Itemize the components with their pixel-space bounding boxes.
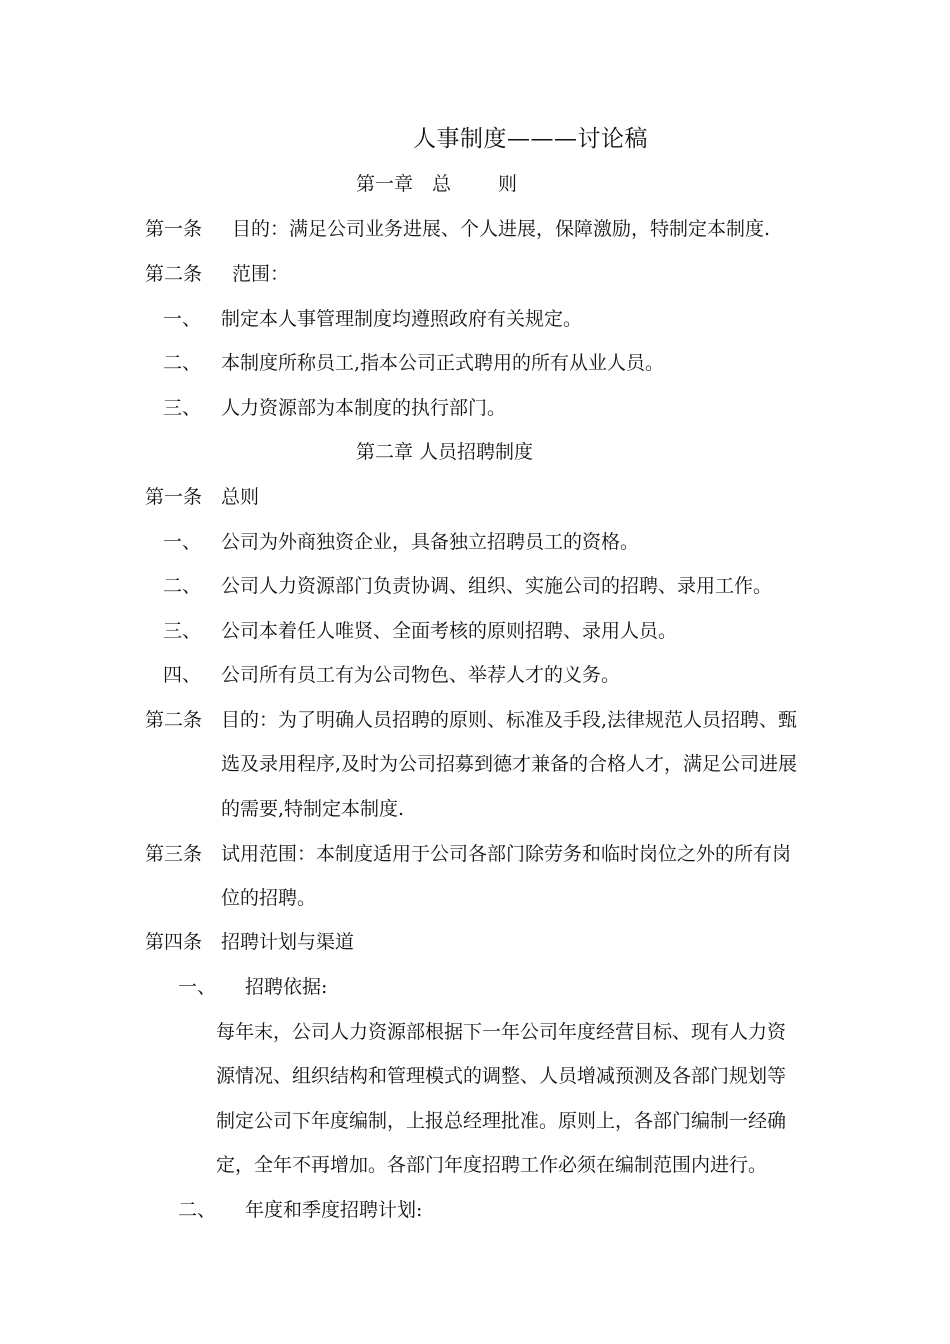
ch1-article-2-label: 第二条 bbox=[145, 263, 203, 285]
ch1-item-2-number: 二、 bbox=[163, 352, 202, 374]
ch2-article-4-label: 第四条 bbox=[145, 931, 203, 953]
ch2-item-1-number: 一、 bbox=[163, 531, 202, 553]
ch2-article-3-line-2: 位的招聘。 bbox=[221, 887, 317, 909]
ch2-item-2-text: 公司人力资源部门负责协调、组织、实施公司的招聘、录用工作。 bbox=[221, 575, 773, 597]
ch2-article-3-line-1: 试用范围：本制度适用于公司各部门除劳务和临时岗位之外的所有岗 bbox=[221, 843, 792, 865]
chapter-2-heading: 第二章 人员招聘制度 bbox=[356, 441, 534, 463]
ch1-item-3-text: 人力资源部为本制度的执行部门。 bbox=[221, 397, 507, 419]
ch2-art4-sub-2-title: 年度和季度招聘计划: bbox=[245, 1199, 423, 1221]
ch2-article-1-text: 总则 bbox=[221, 486, 260, 508]
ch1-item-1-number: 一、 bbox=[163, 308, 202, 330]
ch2-article-1-label: 第一条 bbox=[145, 486, 203, 508]
chapter-1-heading-word-1: 总 bbox=[432, 173, 452, 195]
ch2-article-3-label: 第三条 bbox=[145, 843, 203, 865]
ch1-item-3-number: 三、 bbox=[163, 397, 202, 419]
ch2-item-3-number: 三、 bbox=[163, 620, 202, 642]
ch2-item-1-text: 公司为外商独资企业，具备独立招聘员工的资格。 bbox=[221, 531, 640, 553]
ch1-item-2-text: 本制度所称员工,指本公司正式聘用的所有从业人员。 bbox=[221, 352, 665, 374]
ch1-article-2-text: 范围： bbox=[232, 263, 290, 285]
ch2-art4-sub-1-line-2: 源情况、组织结构和管理模式的调整、人员增减预测及各部门规划等 bbox=[216, 1065, 787, 1087]
ch2-article-2-line-3: 的需要,特制定本制度. bbox=[221, 798, 405, 820]
ch2-art4-sub-1-line-3: 制定公司下年度编制，上报总经理批准。原则上，各部门编制一经确 bbox=[216, 1110, 787, 1132]
ch2-art4-sub-2-number: 二、 bbox=[178, 1199, 217, 1221]
ch2-item-3-text: 公司本着任人唯贤、全面考核的原则招聘、录用人员。 bbox=[221, 620, 678, 642]
ch2-art4-sub-1-title: 招聘依据: bbox=[245, 976, 328, 998]
chapter-1-heading-word-2: 则 bbox=[498, 173, 518, 195]
ch2-article-2-label: 第二条 bbox=[145, 709, 203, 731]
ch2-item-4-number: 四、 bbox=[163, 664, 202, 686]
document-title: 人事制度———讨论稿 bbox=[413, 126, 648, 152]
ch2-art4-sub-1-line-1: 每年末，公司人力资源部根据下一年公司年度经营目标、现有人力资 bbox=[216, 1021, 787, 1043]
chapter-1-heading-number: 第一章 bbox=[356, 173, 414, 195]
ch1-item-1-text: 制定本人事管理制度均遵照政府有关规定。 bbox=[221, 308, 583, 330]
ch1-article-1-text: 目的：满足公司业务进展、个人进展，保障激励，特制定本制度. bbox=[232, 218, 771, 240]
ch2-item-4-text: 公司所有员工有为公司物色、举荐人才的义务。 bbox=[221, 664, 621, 686]
ch2-art4-sub-1-line-4: 定，全年不再增加。各部门年度招聘工作必须在编制范围内进行。 bbox=[216, 1154, 768, 1176]
ch2-art4-sub-1-number: 一、 bbox=[178, 976, 217, 998]
ch2-article-2-line-1: 目的：为了明确人员招聘的原则、标准及手段,法律规范人员招聘、甄 bbox=[221, 709, 798, 731]
ch2-article-4-text: 招聘计划与渠道 bbox=[221, 931, 355, 953]
ch2-article-2-line-2: 选及录用程序,及时为公司招募到德才兼备的合格人才，满足公司进展 bbox=[221, 753, 798, 775]
ch2-item-2-number: 二、 bbox=[163, 575, 202, 597]
ch1-article-1-label: 第一条 bbox=[145, 218, 203, 240]
